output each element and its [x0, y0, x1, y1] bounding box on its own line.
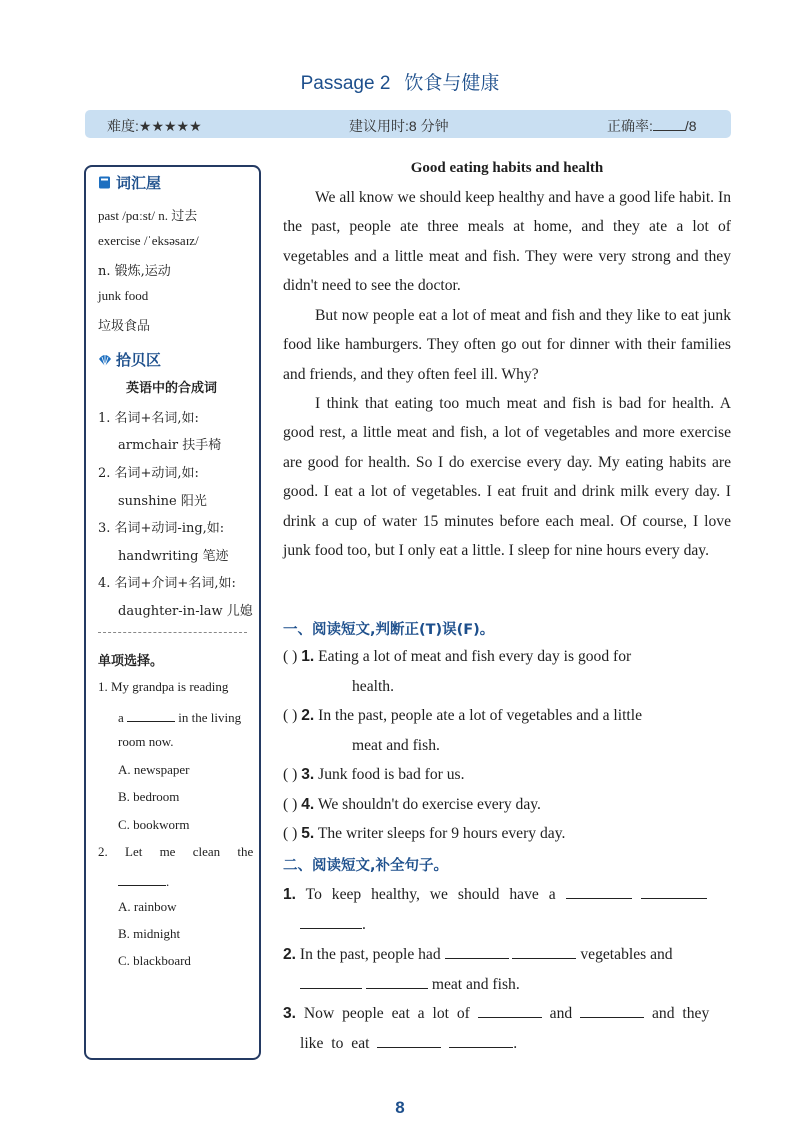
compound-line: sunshine 阳光 [118, 494, 207, 509]
answer-blank[interactable] [449, 1033, 513, 1048]
choice-option: C. blackboard [118, 953, 191, 968]
compound-line: 4. 名词+介词+名词,如: [98, 576, 236, 591]
answer-paren[interactable]: ( ) [283, 766, 298, 783]
answer-blank[interactable] [445, 944, 509, 959]
vocab-line: exercise /ˈeksəsaɪz/ [98, 233, 199, 248]
fill-question: 1. To keep healthy, we should have a . [283, 880, 733, 939]
answer-blank[interactable] [478, 1003, 542, 1018]
answer-blank[interactable] [566, 884, 632, 899]
choice-option: B. bedroom [118, 789, 180, 804]
vocab-line: 垃圾食品 [98, 319, 151, 334]
accuracy: 正确率: /8 [607, 118, 697, 134]
compound-line: daughter-in-law 儿媳 [118, 604, 253, 619]
answer-blank[interactable] [641, 884, 707, 899]
tf-question: ( ) 3. Junk food is bad for us. [283, 766, 465, 783]
passage-title [0, 68, 800, 95]
book-icon [98, 176, 111, 189]
vocab-line: junk food [98, 288, 149, 303]
difficulty: 难度:★★★★★ [107, 118, 202, 134]
choice-stem: 2. Let me clean the [98, 844, 254, 859]
paragraph: I think that eating too much meat and fish is bad for health. A good rest, a little meat and fish, a lot of vegetables and more exercise are good for health. So I do exercise every day. My eating habits are good. I eat a lot of vegetables. I eat fruit and drink milk every day. I drink a cup of water 15 minutes before each meal. Of course, I love junk food too, but I only eat a little. I sleep for nine hours every day. [283, 395, 731, 560]
answer-blank[interactable] [300, 974, 362, 989]
section1-title: 一、阅读短文,判断正(T)误(F)。 [283, 622, 495, 638]
answer-paren[interactable]: ( ) [283, 796, 298, 813]
choice-stem: a in the living [118, 707, 241, 726]
vocab-title: 词汇屋 [116, 174, 162, 192]
sidebar [84, 165, 261, 1060]
compound-line: 2. 名词+动词,如: [98, 466, 199, 481]
choice-option: C. bookworm [118, 817, 190, 832]
info-bar [85, 110, 731, 138]
choice-option: B. midnight [118, 926, 181, 941]
passage-topic: 饮食与健康 [404, 73, 500, 94]
choice-option: A. rainbow [118, 899, 177, 914]
compound-line: armchair 扶手椅 [118, 438, 222, 453]
tf-question: ( ) 2. In the past, people ate a lot of vegetables and a little meat and fish. [283, 707, 643, 754]
answer-blank[interactable] [512, 944, 576, 959]
compound-line: 3. 名词+动词-ing,如: [98, 521, 225, 536]
shell-title: 拾贝区 [116, 351, 162, 369]
paragraph: But now people eat a lot of meat and fish and they like to eat junk food like hamburgers. They often go out for dinner with their families and friends, and they often feel ill. Why? [283, 307, 731, 383]
compound-line: handwriting 笔迹 [118, 549, 229, 564]
answer-blank[interactable] [300, 914, 362, 929]
choice-stem: 1. My grandpa is reading [98, 679, 229, 694]
vocab-line: n. 锻炼,运动 [98, 264, 171, 279]
answer-paren[interactable]: ( ) [283, 707, 298, 724]
choice-option: A. newspaper [118, 762, 190, 777]
answer-blank[interactable] [377, 1033, 441, 1048]
answer-paren[interactable]: ( ) [283, 825, 298, 842]
answer-paren[interactable]: ( ) [283, 648, 298, 665]
passage-heading: Good eating habits and health [410, 160, 604, 176]
compound-title: 英语中的合成词 [126, 381, 218, 396]
tf-question: ( ) 1. Eating a lot of meat and fish every day is good for health. [283, 648, 632, 695]
fill-question: 3. Now people eat a lot of and and they like to eat . [283, 1005, 710, 1052]
choice-title: 单项选择。 [98, 654, 164, 669]
compound-line: 1. 名词+名词,如: [98, 411, 199, 426]
tf-question: ( ) 4. We shouldn't do exercise every day. [283, 796, 541, 813]
shell-icon [98, 353, 112, 367]
section2-title: 二、阅读短文,补全句子。 [283, 858, 449, 874]
page-number: 8 [395, 1098, 405, 1117]
paragraph: We all know we should keep healthy and have a good life habit. In the past, people ate three meals at home, and they ate a lot of vegetables and a little meat and fish. They were very strong and they didn't need to see the doctor. [283, 189, 731, 295]
choice-blank: . [118, 871, 169, 890]
suggested-time: 建议用时:8 分钟 [349, 118, 449, 134]
answer-blank[interactable] [366, 974, 428, 989]
fill-question: 2. In the past, people had vegetables and meat and fish. [283, 946, 673, 993]
choice-stem: room now. [118, 734, 174, 749]
tf-question: ( ) 5. The writer sleeps for 9 hours every day. [283, 825, 566, 842]
vocab-line: past /pɑːst/ n. 过去 [98, 208, 198, 223]
passage-number: Passage 2 [300, 73, 391, 94]
answer-blank[interactable] [580, 1003, 644, 1018]
